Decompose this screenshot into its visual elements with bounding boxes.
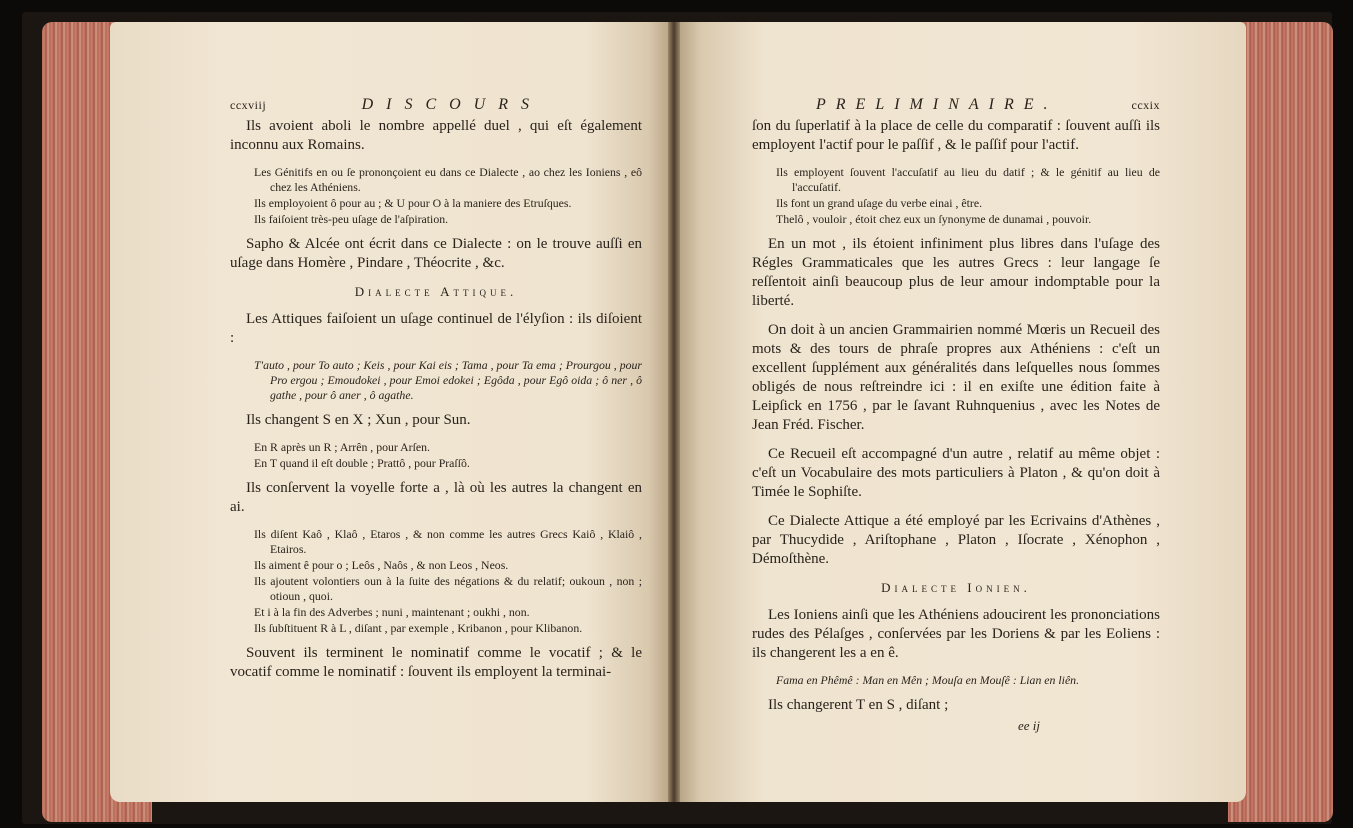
section-heading: Dialecte Ionien. bbox=[881, 580, 1031, 595]
note: Et i à la fin des Adverbes ; nuni , maintenant ; oukhi , non. bbox=[254, 605, 530, 619]
signature-row bbox=[752, 717, 1160, 733]
paragraph: Les Attiques faiſoient un uſage continuel de l'élyſion : ils diſoient : bbox=[230, 311, 642, 346]
note: Les Génitifs en ou ſe prononçoient eu dans ce Dialecte , ao chez les Ioniens , eô chez les Athéniens. bbox=[254, 165, 642, 194]
paragraph: Ce Recueil eſt accompagné d'un autre , relatif au même objet : c'eſt un Vocabulaire des mots particuliers à Platon , & qu'on doit à Timée le Sophiſte. bbox=[752, 446, 1160, 500]
note: En R après un R ; Arrên , pour Arſen. bbox=[254, 440, 430, 454]
right-page-number: ccxix bbox=[1131, 98, 1160, 112]
paragraph: Sapho & Alcée ont écrit dans ce Dialecte : on le trouve auſſi en uſage dans Homère , Pindare , Théocrite , &c. bbox=[230, 236, 642, 271]
note: En T quand il eſt double ; Prattô , pour Praſſô. bbox=[254, 456, 470, 470]
note: Ils faiſoient très-peu uſage de l'aſpiration. bbox=[254, 212, 449, 226]
paragraph: Ils avoient aboli le nombre appellé duel , qui eſt également inconnu aux Romains. bbox=[230, 118, 642, 153]
paragraph: ſon du ſuperlatif à la place de celle du comparatif : ſouvent auſſi ils employent l'actif pour le paſſif , & le paſſif pour l'actif. bbox=[752, 118, 1160, 153]
paragraph: Les Ioniens ainſi que les Athéniens adoucirent les prononciations rudes des Pélaſges , conſervées par les Doriens & par les Eoliens : ils changerent les a en ê. bbox=[752, 607, 1160, 661]
note-block bbox=[230, 440, 642, 471]
left-page-number: ccxviij bbox=[230, 98, 267, 112]
right-page-text bbox=[752, 96, 1160, 733]
note-block bbox=[230, 358, 642, 403]
note: Ils ajoutent volontiers oun à la ſuite des négations & du relatif; oukoun , non ; otioun , quoi. bbox=[254, 574, 642, 603]
note: T'auto , pour To auto ; Keis , pour Kai eis ; Tama , pour Ta ema ; Prourgou , pour Pro ergou ; Emoudokei , pour Emoi edokei ; Egôda , pour Egô oida ; ô ner , ô gathe , pour ô aner , ô agathe. bbox=[254, 358, 642, 402]
note: Ils diſent Kaô , Klaô , Etaros , & non comme les autres Grecs Kaiô , Klaiô , Etairos. bbox=[254, 527, 642, 556]
paragraph: Ils changent S en X ; Xun , pour Sun. bbox=[246, 412, 471, 428]
note: Ils employoient ô pour au ; & U pour O à la maniere des Etruſques. bbox=[254, 196, 572, 210]
section-heading: Dialecte Attique. bbox=[354, 284, 518, 299]
note: Ils employent ſouvent l'accuſatif au lieu du datif ; & le génitif au lieu de l'accuſatif. bbox=[776, 165, 1160, 194]
paragraph: Souvent ils terminent le nominatif comme le vocatif ; & le vocatif comme le nominatif : ſouvent ils employent la terminai- bbox=[230, 645, 642, 680]
right-running-head bbox=[752, 96, 1160, 114]
note-block bbox=[230, 527, 642, 636]
note-block bbox=[752, 673, 1160, 688]
note: Ils font un grand uſage du verbe einai , être. bbox=[776, 196, 983, 210]
right-running-title: PRELIMINAIRE. bbox=[816, 96, 1058, 113]
left-page-text bbox=[230, 96, 642, 692]
paragraph: Ils changerent T en S , diſant ; bbox=[768, 697, 949, 713]
note: Ils ſubſtituent R à L , diſant , par exemple , Kribanon , pour Klibanon. bbox=[254, 621, 583, 635]
paragraph: En un mot , ils étoient infiniment plus libres dans l'uſage des Régles Grammaticales que les autres Grecs : leur langage ſe reſſentoit ainſi beaucoup plus de leur amour indomptable pour la liberté. bbox=[752, 236, 1160, 309]
note: Fama en Phêmê : Man en Mên ; Mouſa en Mouſê : Lian en liên. bbox=[776, 673, 1080, 687]
note: Ils aiment ê pour o ; Leôs , Naôs , & non Leos , Neos. bbox=[254, 558, 509, 572]
note-block bbox=[752, 165, 1160, 227]
paragraph: Ils conſervent la voyelle forte a , là où les autres la changent en ai. bbox=[230, 480, 642, 515]
paragraph: Ce Dialecte Attique a été employé par les Ecrivains d'Athènes , par Thucydide , Ariſtophane , Platon , Iſocrate , Xénophon , Démoſthène. bbox=[752, 513, 1160, 567]
book-gutter bbox=[668, 22, 680, 802]
left-running-title: DISCOURS bbox=[361, 96, 542, 113]
left-running-head bbox=[230, 96, 642, 114]
paragraph: On doit à un ancien Grammairien nommé Mœris un Recueil des mots & des tours de phraſe propres aux Athéniens : c'eſt un excellent ſupplément aux généralités dans leſquelles nous ſommes obligés de nous reſtreindre ici : il en exiſte une édition faite à Leipſick en 1756 , par le ſavant Ruhnquenius , avec les Notes de Jean Fréd. Fischer. bbox=[752, 322, 1160, 433]
note: Thelô , vouloir , étoit chez eux un ſynonyme de dunamai , pouvoir. bbox=[776, 212, 1092, 226]
printer-signature: ee ij bbox=[1017, 718, 1040, 733]
note-block bbox=[230, 165, 642, 227]
